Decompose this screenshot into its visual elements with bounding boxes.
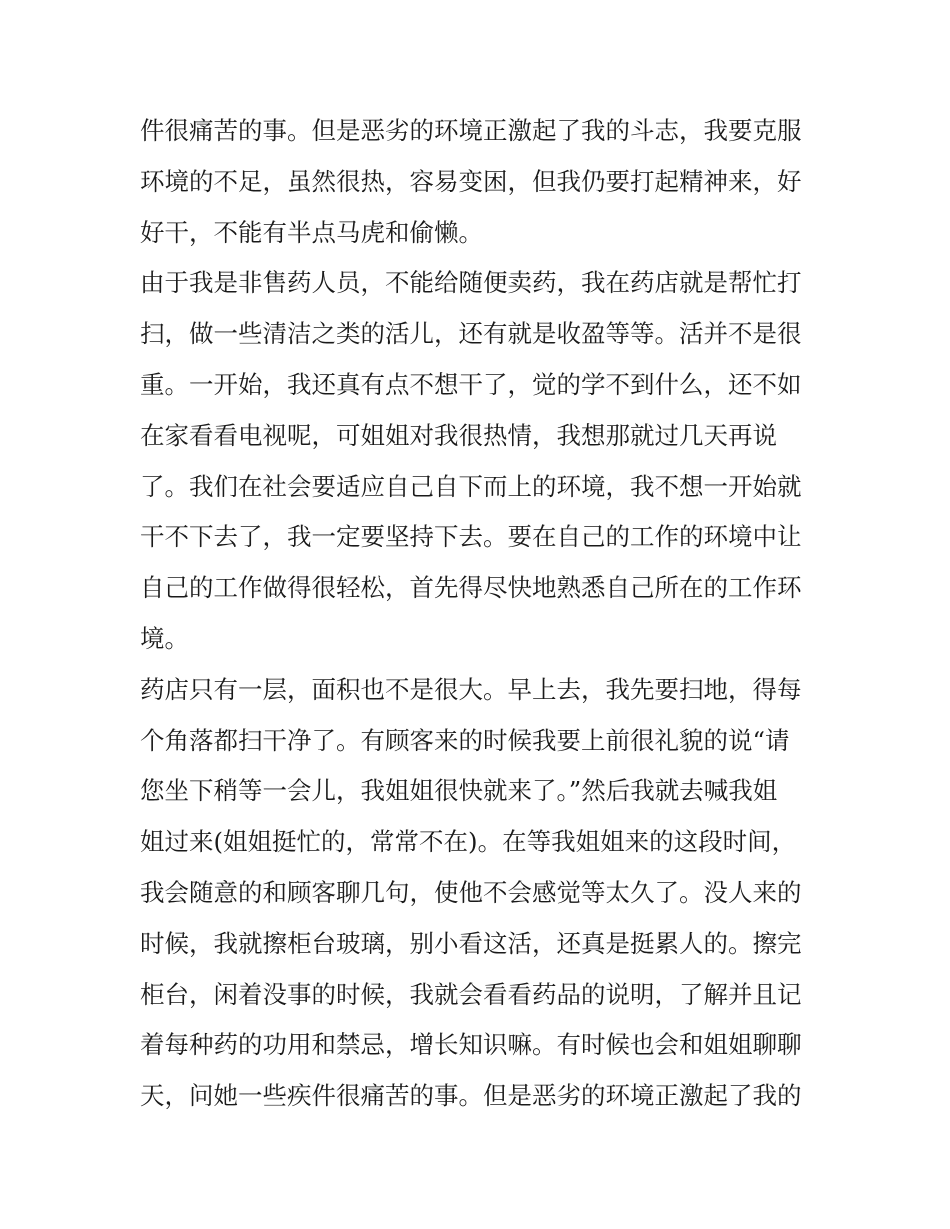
text-line: 好干，不能有半点马虎和偷懒。 xyxy=(140,217,483,247)
text-line: 境。 xyxy=(140,623,189,653)
text-line: 姐过来(姐姐挺忙的，常常不在)。在等我姐姐来的这段时间， xyxy=(140,827,797,857)
text-line: 在家看看电视呢，可姐姐对我很热情，我想那就过几天再说 xyxy=(140,420,777,450)
text-line: 件很痛苦的事。但是恶劣的环境正激起了我的斗志，我要克服 xyxy=(140,116,802,145)
text-line: 着每种药的功用和禁忌，增长知识嘛。有时候也会和姐姐聊聊 xyxy=(140,1030,802,1060)
text-line: 环境的不足，虽然很热，容易变困，但我仍要打起精神来，好 xyxy=(140,166,802,196)
text-line: 自己的工作做得很轻松，首先得尽快地熟悉自己所在的工作环 xyxy=(140,573,802,603)
text-line: 药店只有一层，面积也不是很大。早上去，我先要扫地，得每 xyxy=(140,674,802,704)
body-text xyxy=(140,106,820,1122)
text-line: 时候，我就擦柜台玻璃，别小看这活，还真是挺累人的。擦完 xyxy=(140,928,802,958)
text-line: 扫，做一些清洁之类的活儿，还有就是收盈等等。活并不是很 xyxy=(140,319,802,349)
text-line: 天，问她一些疾件很痛苦的事。但是恶劣的环境正激起了我的 xyxy=(140,1081,802,1111)
text-line: 重。一开始，我还真有点不想干了，觉的学不到什么，还不如 xyxy=(140,369,802,399)
text-line: 您坐下稍等一会儿，我姐姐很快就来了。”然后我就去喊我姐 xyxy=(140,776,778,806)
text-line: 了。我们在社会要适应自己自下而上的环境，我不想一开始就 xyxy=(140,471,802,501)
text-line: 干不下去了，我一定要坚持下去。要在自己的工作的环境中让 xyxy=(140,522,802,552)
text-line: 由于我是非售药人员，不能给随便卖药，我在药店就是帮忙打 xyxy=(140,268,802,298)
text-line: 我会随意的和顾客聊几句，使他不会感觉等太久了。没人来的 xyxy=(140,877,802,907)
text-line: 个角落都扫干净了。有顾客来的时候我要上前很礼貌的说“请 xyxy=(140,725,790,755)
text-line: 柜台，闲着没事的时候，我就会看看药品的说明，了解并且记 xyxy=(140,979,802,1009)
